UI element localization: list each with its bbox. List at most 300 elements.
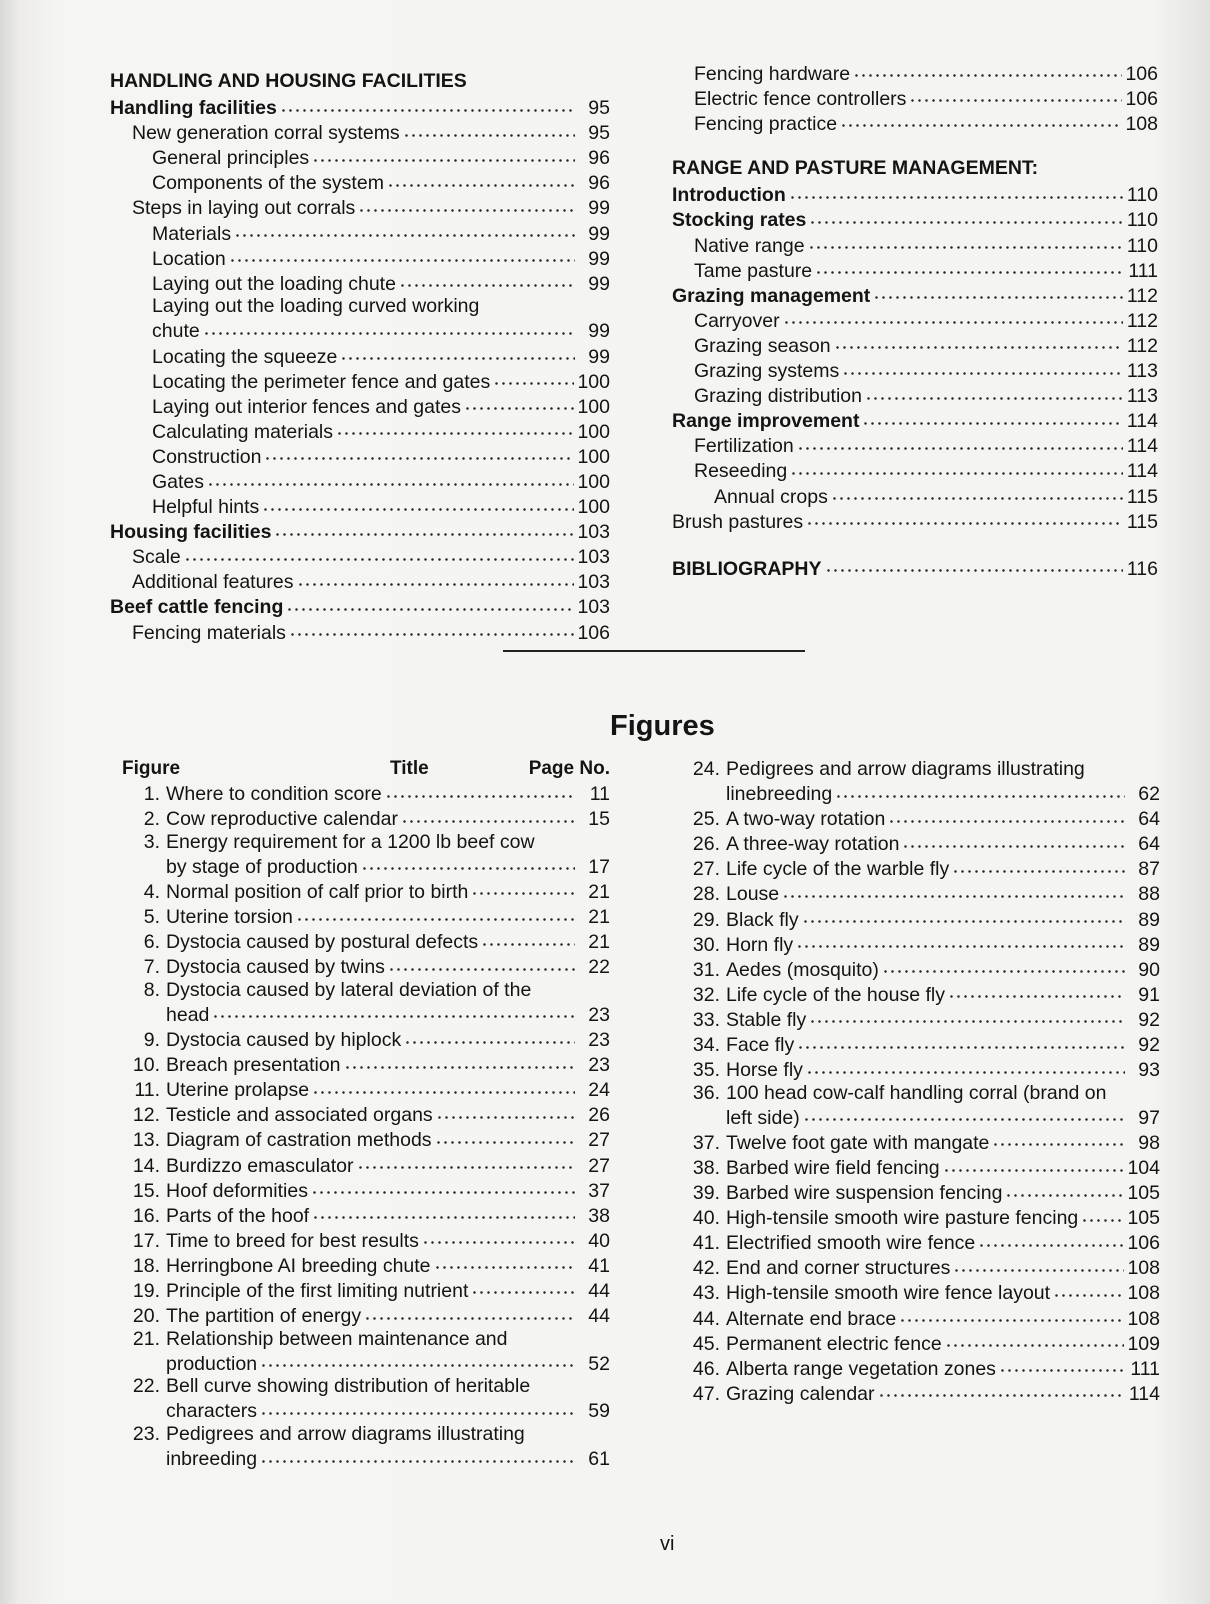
figure-title: Twelve foot gate with mangate: [726, 1131, 990, 1154]
figure-title: Parts of the hoof: [166, 1204, 310, 1227]
toc-entry: [110, 443, 610, 468]
entry-label: Materials: [152, 222, 232, 245]
figure-title: Where to condition score: [166, 783, 382, 806]
right-contents-column: [672, 60, 1158, 580]
figure-number: 16.: [132, 1204, 160, 1227]
figure-number: 43.: [692, 1282, 720, 1305]
figure-line-last: [682, 1057, 1160, 1082]
header-page-no: Page No.: [528, 758, 610, 779]
entry-page: 99: [588, 320, 610, 343]
toc-entry: [672, 232, 1158, 257]
entry-page: 114: [1126, 410, 1158, 433]
toc-entry: [110, 368, 610, 393]
entry-label: Carryover: [694, 309, 780, 332]
leader-dots: [782, 881, 1125, 901]
entry-page: 114: [1126, 460, 1158, 483]
entry-page: 103: [577, 596, 610, 619]
figure-entry: [682, 1129, 1160, 1154]
entry-page: 112: [1126, 284, 1158, 307]
figure-page: 59: [588, 1400, 610, 1423]
leader-dots: [385, 781, 575, 801]
figure-title: Aedes (mosquito): [726, 958, 879, 981]
leader-dots: [274, 519, 574, 539]
figure-line-last: [122, 929, 610, 954]
figure-title: head: [166, 1003, 210, 1026]
toc-entry: [672, 458, 1158, 483]
toc-entry: [672, 282, 1158, 307]
figure-line-last: [122, 1001, 610, 1026]
entry-label: New generation corral systems: [132, 122, 400, 145]
leader-dots: [840, 110, 1122, 130]
figure-number: 3.: [143, 830, 160, 853]
figure-line-last: [682, 881, 1160, 906]
toc-entry: [110, 569, 610, 594]
figure-entry: [122, 1252, 610, 1277]
leader-dots: [297, 569, 575, 589]
figure-number: 35.: [692, 1059, 720, 1082]
leader-dots: [260, 1446, 575, 1466]
figure-title: Burdizzo emasculator: [166, 1154, 354, 1177]
figure-number: 18.: [132, 1254, 160, 1277]
figure-number: 47.: [692, 1382, 720, 1405]
toc-entry: [110, 343, 610, 368]
leader-dots: [1081, 1205, 1124, 1225]
figure-number: 11.: [134, 1079, 160, 1102]
figure-entry: [122, 1102, 610, 1127]
figure-page: 92: [1138, 1034, 1160, 1057]
figure-line-last: [122, 1446, 610, 1471]
figure-entry: [682, 1280, 1160, 1305]
toc-entry: [672, 408, 1158, 433]
figure-line-last: [122, 1350, 610, 1375]
figure-line-last: [122, 1202, 610, 1227]
leader-dots: [361, 853, 575, 873]
header-figure: Figure: [122, 758, 181, 779]
figure-title: Principle of the first limiting nutrient: [166, 1279, 469, 1302]
figure-entry: [682, 1180, 1160, 1205]
figure-entry: [122, 1277, 610, 1302]
leader-dots: [882, 956, 1125, 976]
figure-number: 36.: [692, 1081, 720, 1104]
left-contents-column: [110, 70, 610, 644]
figure-title: Breach presentation: [166, 1054, 341, 1077]
toc-entry: [110, 245, 610, 270]
leader-dots: [790, 458, 1123, 478]
figure-title: Cow reproductive calendar: [166, 808, 398, 831]
entry-label: chute: [152, 320, 200, 343]
toc-entry: [110, 519, 610, 544]
left-toc-entries: [110, 95, 610, 645]
leader-dots: [992, 1129, 1125, 1149]
bibliography-page: 116: [1126, 557, 1158, 580]
figure-entry: [122, 1152, 610, 1177]
figure-title: End and corner structures: [726, 1257, 951, 1280]
entry-page: 103: [577, 546, 610, 569]
figure-number: 46.: [692, 1357, 720, 1380]
figure-page: 27: [588, 1154, 610, 1177]
figure-line-last: [682, 956, 1160, 981]
figure-line-last: [682, 806, 1160, 831]
entry-label: Grazing distribution: [694, 385, 862, 408]
figure-entry: [122, 1328, 610, 1376]
leader-dots: [387, 170, 575, 190]
figure-page: 64: [1138, 808, 1160, 831]
figure-title: High-tensile smooth wire fence layout: [726, 1282, 1051, 1305]
figure-line: [682, 758, 1160, 781]
figure-entry: [682, 806, 1160, 831]
figure-entry: [122, 979, 610, 1027]
leader-dots: [873, 282, 1123, 302]
figure-page: 26: [588, 1104, 610, 1127]
figures-title: Figures: [610, 710, 715, 742]
figure-entry: [122, 1202, 610, 1227]
figure-line-last: [122, 781, 610, 806]
entry-page: 99: [588, 247, 610, 270]
leader-dots: [945, 1330, 1125, 1350]
figure-title: Grazing calendar: [726, 1382, 875, 1405]
figure-entry: [682, 931, 1160, 956]
figure-entry: [122, 806, 610, 831]
leader-dots: [358, 195, 575, 215]
figure-line-last: [682, 1255, 1160, 1280]
leader-dots: [260, 1350, 575, 1370]
toc-entry: [110, 594, 610, 619]
figure-line-last: [682, 1129, 1160, 1154]
leader-dots: [953, 1255, 1124, 1275]
figure-entry: [122, 1227, 610, 1252]
figure-line-last: [122, 1303, 610, 1328]
figure-number: 6.: [143, 931, 160, 954]
figure-number: 10.: [132, 1054, 160, 1077]
bibliography-label: BIBLIOGRAPHY: [672, 557, 822, 580]
entry-label: Locating the perimeter fence and gates: [152, 370, 491, 393]
figure-number: 4.: [143, 880, 160, 903]
entry-label: Housing facilities: [110, 521, 272, 544]
figure-number: 5.: [143, 906, 160, 929]
entry-label: Additional features: [132, 571, 294, 594]
figure-entry: [682, 1305, 1160, 1330]
figure-entry: [122, 781, 610, 806]
entry-page: 106: [577, 621, 610, 644]
entry-label: Native range: [694, 234, 805, 257]
entry-page: 100: [577, 370, 610, 393]
figure-page: 89: [1138, 908, 1160, 931]
leader-dots: [862, 408, 1123, 428]
entry-label: Fencing hardware: [694, 62, 851, 85]
figure-number: 24.: [692, 758, 720, 780]
figure-line-last: [122, 1052, 610, 1077]
leader-dots: [388, 954, 575, 974]
figure-title: Hoof deformities: [166, 1179, 308, 1202]
figure-line-last: [122, 904, 610, 929]
entry-label: Grazing management: [672, 284, 871, 307]
leader-dots: [286, 594, 574, 614]
figure-title: Pedigrees and arrow diagrams illustrating: [166, 1423, 525, 1446]
figure-entry: [682, 1057, 1160, 1082]
entry-label: Gates: [152, 471, 205, 493]
leader-dots: [434, 1252, 575, 1272]
figure-title: Face fly: [726, 1034, 795, 1057]
leader-dots: [436, 1102, 575, 1122]
entry-label: Fencing materials: [132, 621, 286, 644]
leader-dots: [364, 1303, 575, 1323]
leader-dots: [806, 1057, 1125, 1077]
figure-page: 23: [588, 1003, 610, 1026]
toc-entry: [672, 307, 1158, 332]
entry-page: 106: [1125, 62, 1158, 85]
leader-dots: [831, 483, 1123, 503]
figure-number: 30.: [692, 933, 720, 956]
figure-entry: [682, 1355, 1160, 1380]
figure-number: 31.: [692, 958, 720, 981]
figure-title: Life cycle of the warble fly: [726, 858, 950, 881]
figure-entry: [682, 1006, 1160, 1031]
leader-dots: [289, 619, 575, 639]
figure-page: 105: [1127, 1182, 1160, 1205]
entry-page: 99: [588, 222, 610, 245]
entry-label: Beef cattle fencing: [110, 596, 284, 619]
entry-page: 103: [577, 571, 610, 594]
figure-line-last: [122, 1177, 610, 1202]
figure-page: 88: [1138, 883, 1160, 906]
toc-entry: [110, 120, 610, 145]
figure-number: 33.: [692, 1008, 720, 1031]
figure-entry: [122, 1052, 610, 1077]
figure-title: Dystocia caused by lateral deviation of the: [166, 978, 532, 1001]
figure-line: [122, 1375, 610, 1398]
leader-dots: [909, 85, 1122, 105]
figure-page: 44: [588, 1279, 610, 1302]
leader-dots: [797, 1032, 1125, 1052]
figure-title: Barbed wire field fencing: [726, 1157, 940, 1179]
toc-entry: [672, 110, 1158, 135]
figure-entry: [122, 1375, 610, 1423]
entry-label: Tame pasture: [694, 259, 813, 282]
figure-page: 89: [1138, 933, 1160, 956]
figure-title: Diagram of castration methods: [166, 1129, 432, 1152]
figure-title: production: [166, 1352, 258, 1375]
figure-page: 52: [588, 1352, 610, 1375]
entry-page: 96: [588, 172, 610, 195]
leader-dots: [825, 555, 1123, 575]
figure-number: 23.: [132, 1423, 160, 1446]
section-heading-handling: HANDLING AND HOUSING FACILITIES: [110, 70, 467, 92]
toc-entry: [110, 295, 610, 318]
figure-entry: [122, 1423, 610, 1471]
leader-dots: [296, 904, 575, 924]
figure-page: 108: [1127, 1282, 1160, 1305]
figure-line-last: [682, 906, 1160, 931]
figure-page: 105: [1127, 1207, 1160, 1230]
entry-page: 113: [1126, 385, 1158, 408]
figure-number: 39.: [692, 1182, 720, 1205]
toc-entry: [672, 257, 1158, 282]
toc-entry: [672, 433, 1158, 458]
leader-dots: [1005, 1180, 1124, 1200]
figure-entry: [122, 929, 610, 954]
figures-left-list: [122, 781, 610, 1471]
entry-page: 110: [1126, 234, 1158, 257]
figure-line-last: [682, 1155, 1160, 1180]
toc-entry: [672, 60, 1158, 85]
leader-dots: [809, 1006, 1125, 1026]
figure-page: 93: [1138, 1059, 1160, 1082]
figure-entry: [122, 831, 610, 879]
figure-line-last: [122, 1227, 610, 1252]
figure-title: Louse: [726, 883, 780, 906]
leader-dots: [312, 1202, 575, 1222]
figure-number: 21.: [132, 1327, 160, 1350]
figure-entry: [682, 1205, 1160, 1230]
figures-right-list: [682, 758, 1160, 1405]
figure-number: 13.: [132, 1129, 160, 1152]
figure-number: 32.: [692, 983, 720, 1006]
toc-entry: [110, 220, 610, 245]
figure-line-last: [122, 954, 610, 979]
figure-line-last: [682, 1280, 1160, 1305]
entry-label: General principles: [152, 147, 310, 170]
figure-line-last: [122, 1152, 610, 1177]
figure-page: 37: [588, 1179, 610, 1202]
leader-dots: [835, 781, 1125, 801]
figure-line-last: [682, 931, 1160, 956]
leader-dots: [312, 145, 575, 165]
figure-line-last: [682, 856, 1160, 881]
figure-entry: [682, 831, 1160, 856]
figure-entry: [682, 1380, 1160, 1405]
figure-line: [122, 1423, 610, 1446]
figure-title: by stage of production: [166, 855, 358, 878]
figure-number: 12.: [132, 1104, 160, 1127]
figure-line: [122, 1328, 610, 1351]
figure-page: 114: [1128, 1382, 1160, 1405]
entry-page: 113: [1126, 360, 1158, 383]
figure-page: 24: [588, 1079, 610, 1102]
figure-line-last: [122, 1102, 610, 1127]
figure-number: 42.: [692, 1257, 720, 1280]
figure-title: Horse fly: [726, 1059, 803, 1082]
figure-title: Uterine torsion: [166, 906, 293, 929]
leader-dots: [803, 1104, 1125, 1124]
entry-label: Electric fence controllers: [694, 87, 907, 110]
leader-dots: [471, 1277, 575, 1297]
right-toc-top-entries: [672, 60, 1158, 135]
right-toc-entries: [672, 182, 1158, 533]
figure-line-last: [682, 1180, 1160, 1205]
figure-page: 23: [588, 1054, 610, 1077]
figure-page: 108: [1127, 1307, 1160, 1330]
toc-entry: [110, 393, 610, 418]
entry-page: 108: [1125, 112, 1158, 135]
figure-entry: [682, 1255, 1160, 1280]
leader-dots: [796, 931, 1125, 951]
figure-line-last: [122, 878, 610, 903]
figure-title: A three-way rotation: [726, 833, 900, 856]
figure-page: 98: [1138, 1131, 1160, 1154]
figure-title: Dystocia caused by hiplock: [166, 1029, 402, 1052]
figure-number: 38.: [692, 1157, 720, 1179]
figure-title: left side): [726, 1106, 800, 1129]
figures-right-column: [682, 758, 1160, 1405]
toc-entry: [672, 207, 1158, 232]
leader-dots: [806, 508, 1123, 528]
figure-line-last: [682, 1230, 1160, 1255]
figure-line-last: [682, 831, 1160, 856]
toc-entry: [672, 332, 1158, 357]
entry-page: 96: [588, 147, 610, 170]
leader-dots: [899, 1305, 1124, 1325]
entry-label: Stocking rates: [672, 209, 807, 232]
entry-label: Helpful hints: [152, 496, 260, 519]
figure-line: [682, 1082, 1160, 1105]
figure-number: 26.: [692, 833, 720, 856]
leader-dots: [422, 1227, 575, 1247]
leader-dots: [404, 1027, 575, 1047]
entry-page: 112: [1126, 309, 1158, 332]
entry-label: Construction: [152, 445, 262, 468]
figure-page: 108: [1127, 1257, 1160, 1280]
figure-title: Alberta range vegetation zones: [726, 1357, 996, 1380]
entry-page: 103: [577, 521, 610, 544]
figure-title: Uterine prolapse: [166, 1079, 310, 1102]
figure-line-last: [682, 1032, 1160, 1057]
entry-page: 95: [588, 97, 610, 120]
leader-dots: [311, 1177, 575, 1197]
figures-left-column: [122, 758, 610, 1471]
leader-dots: [853, 60, 1122, 80]
figure-title: Relationship between maintenance and: [166, 1327, 508, 1350]
figure-entry: [682, 1155, 1160, 1180]
entry-label: Locating the squeeze: [152, 345, 338, 368]
leader-dots: [493, 368, 574, 388]
entry-page: 99: [588, 272, 610, 295]
leader-dots: [865, 383, 1123, 403]
toc-entry: [672, 182, 1158, 207]
entry-label: Calculating materials: [152, 420, 333, 443]
figure-line-last: [682, 1330, 1160, 1355]
figure-entry: [122, 1177, 610, 1202]
figure-title: Energy requirement for a 1200 lb beef cow: [166, 830, 535, 853]
leader-dots: [464, 393, 575, 413]
figure-entry: [682, 906, 1160, 931]
figure-line-last: [122, 1252, 610, 1277]
figure-number: 17.: [132, 1229, 160, 1252]
entry-label: Fencing practice: [694, 112, 838, 135]
leader-dots: [471, 878, 575, 898]
toc-entry: [672, 85, 1158, 110]
figure-number: 8.: [143, 978, 160, 1001]
figure-page: 64: [1138, 833, 1160, 856]
entry-label: Grazing systems: [694, 360, 840, 383]
toc-entry: [110, 494, 610, 519]
page-folio: vi: [660, 1533, 675, 1555]
figure-line-last: [122, 1027, 610, 1052]
figure-number: 7.: [143, 956, 160, 979]
figure-title: High-tensile smooth wire pasture fencing: [726, 1207, 1079, 1230]
leader-dots: [312, 1077, 575, 1097]
figure-number: 37.: [692, 1131, 720, 1154]
figure-number: 25.: [692, 808, 720, 831]
figure-number: 29.: [692, 908, 720, 931]
leader-dots: [878, 1380, 1126, 1400]
figure-entry: [682, 1032, 1160, 1057]
figure-title: Pedigrees and arrow diagrams illustrating: [726, 758, 1085, 780]
figure-line-last: [122, 1077, 610, 1102]
leader-dots: [952, 856, 1125, 876]
figure-number: 2.: [143, 808, 160, 831]
leader-dots: [809, 207, 1123, 227]
entry-page: 99: [588, 197, 610, 220]
